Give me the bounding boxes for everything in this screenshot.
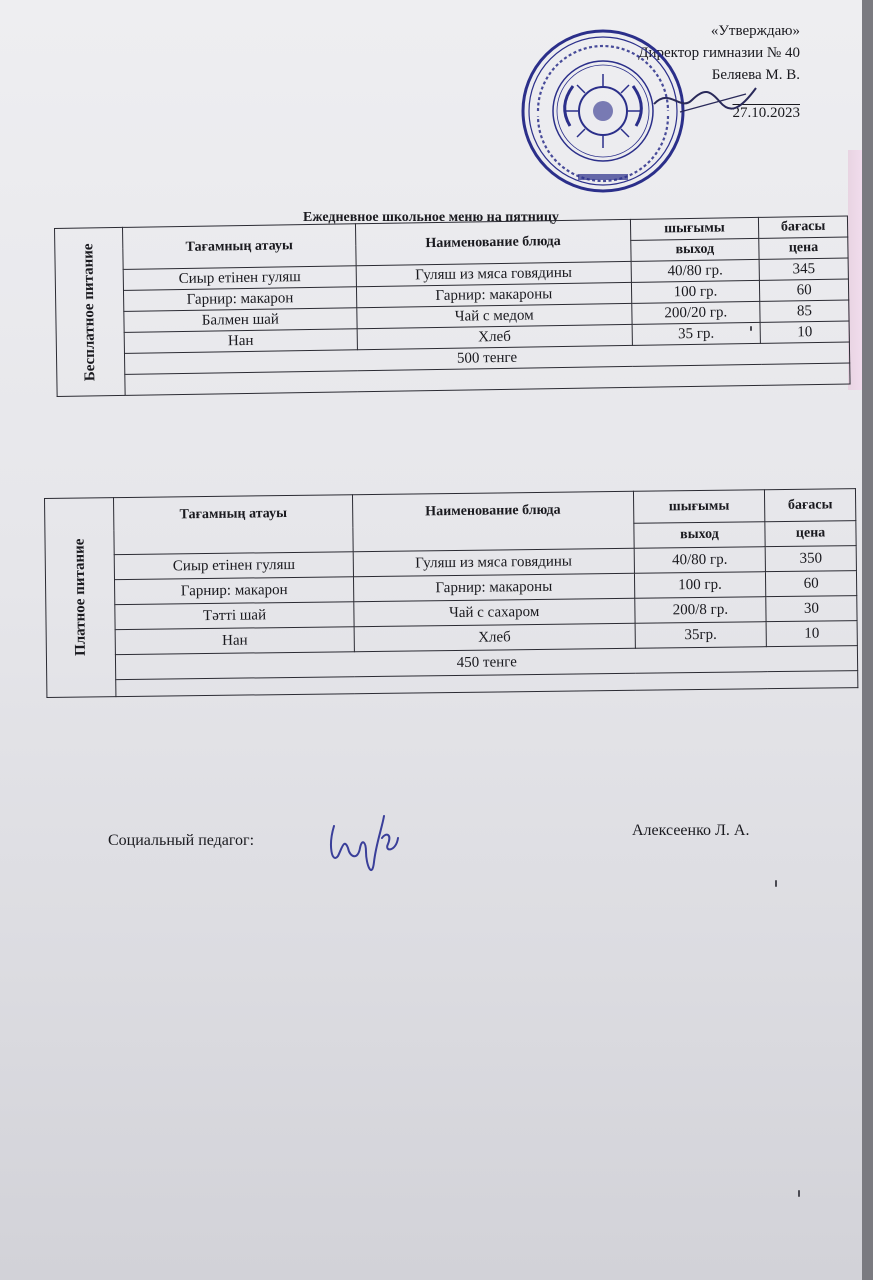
pedagogue-name: Алексеенко Л. А. bbox=[632, 822, 750, 839]
header-output-ru: выход bbox=[630, 238, 759, 261]
header-name-ru: Наименование блюда bbox=[355, 219, 630, 265]
dish-price: 60 bbox=[760, 279, 849, 301]
dish-output: 100 гр. bbox=[631, 280, 760, 303]
dish-price: 60 bbox=[766, 571, 857, 597]
dish-price: 345 bbox=[759, 258, 848, 280]
dish-name-kz: Тәтті шай bbox=[115, 602, 354, 630]
ink-speck bbox=[798, 1190, 800, 1197]
header-output-kz: шығымы bbox=[633, 490, 765, 524]
header-price-ru: цена bbox=[765, 521, 856, 547]
dish-name-kz: Гарнир: макарон bbox=[123, 287, 356, 312]
dish-name-ru: Гуляш из мяса говядины bbox=[353, 548, 634, 576]
header-output-ru: выход bbox=[634, 522, 766, 549]
dish-output: 200/8 гр. bbox=[635, 597, 767, 624]
dish-name-kz: Гарнир: макарон bbox=[115, 577, 354, 605]
dish-name-ru: Гарнир: макароны bbox=[353, 573, 634, 601]
dish-name-ru: Хлеб bbox=[357, 324, 632, 349]
approval-date: 27.10.2023 bbox=[732, 105, 800, 121]
approval-heading: «Утверждаю» bbox=[710, 23, 800, 39]
dish-price: 10 bbox=[766, 621, 857, 647]
dish-name-ru: Хлеб bbox=[354, 623, 635, 651]
dish-name-kz: Сиыр етінен гуляш bbox=[115, 552, 354, 580]
dish-output: 40/80 гр. bbox=[631, 259, 760, 282]
ink-speck bbox=[750, 326, 752, 331]
dish-name-kz: Нан bbox=[124, 329, 357, 354]
free-meals-label: Бесплатное питание bbox=[80, 242, 99, 381]
dish-name-ru: Чай с сахаром bbox=[354, 598, 635, 626]
approval-position: Директор гимназии № 40 bbox=[638, 45, 800, 61]
header-name-kz: Тағамның атауы bbox=[114, 495, 353, 555]
header-price-kz: бағасы bbox=[765, 489, 856, 522]
dish-price: 30 bbox=[766, 596, 857, 622]
dish-output: 35гр. bbox=[635, 622, 767, 649]
ink-speck bbox=[775, 880, 777, 887]
header-name-kz: Тағамның атауы bbox=[122, 224, 356, 270]
dish-name-kz: Сиыр етінен гуляш bbox=[123, 266, 356, 291]
dish-price: 350 bbox=[765, 546, 856, 572]
social-pedagogue-role: Социальный педагог: bbox=[108, 832, 255, 849]
header-price-kz: бағасы bbox=[759, 216, 848, 238]
dish-name-ru: Гарнир: макароны bbox=[356, 282, 631, 307]
free-meals-total: 500 тенге bbox=[124, 342, 849, 374]
dish-output: 100 гр. bbox=[634, 572, 766, 599]
dish-output: 40/80 гр. bbox=[634, 547, 766, 574]
free-meals-side-cell bbox=[55, 227, 126, 396]
paid-meals-total: 450 тенге bbox=[116, 646, 858, 680]
dish-name-kz: Нан bbox=[116, 627, 355, 655]
paid-meals-label: Платное питание bbox=[71, 538, 90, 657]
dish-name-ru: Гуляш из мяса говядины bbox=[356, 261, 631, 286]
paid-meals-table bbox=[44, 488, 858, 698]
approval-name: Беляева М. В. bbox=[711, 67, 800, 83]
pedagogue-signature bbox=[326, 808, 406, 884]
director-signature bbox=[650, 82, 760, 122]
header-output-kz: шығымы bbox=[630, 217, 759, 240]
header-name-ru: Наименование блюда bbox=[352, 491, 634, 551]
free-meals-table bbox=[54, 216, 851, 397]
background-edge bbox=[848, 150, 862, 390]
dish-name-ru: Чай с медом bbox=[357, 303, 632, 328]
dish-price: 85 bbox=[760, 300, 849, 322]
dish-price: 10 bbox=[760, 321, 849, 343]
dish-name-kz: Балмен шай bbox=[124, 308, 357, 333]
paid-meals-side-cell bbox=[45, 498, 117, 698]
dish-output: 35 гр. bbox=[632, 322, 761, 345]
page-title: Ежедневное школьное меню на пятницу bbox=[303, 210, 559, 225]
header-price-ru: цена bbox=[759, 237, 848, 259]
dish-output: 200/20 гр. bbox=[631, 301, 760, 324]
